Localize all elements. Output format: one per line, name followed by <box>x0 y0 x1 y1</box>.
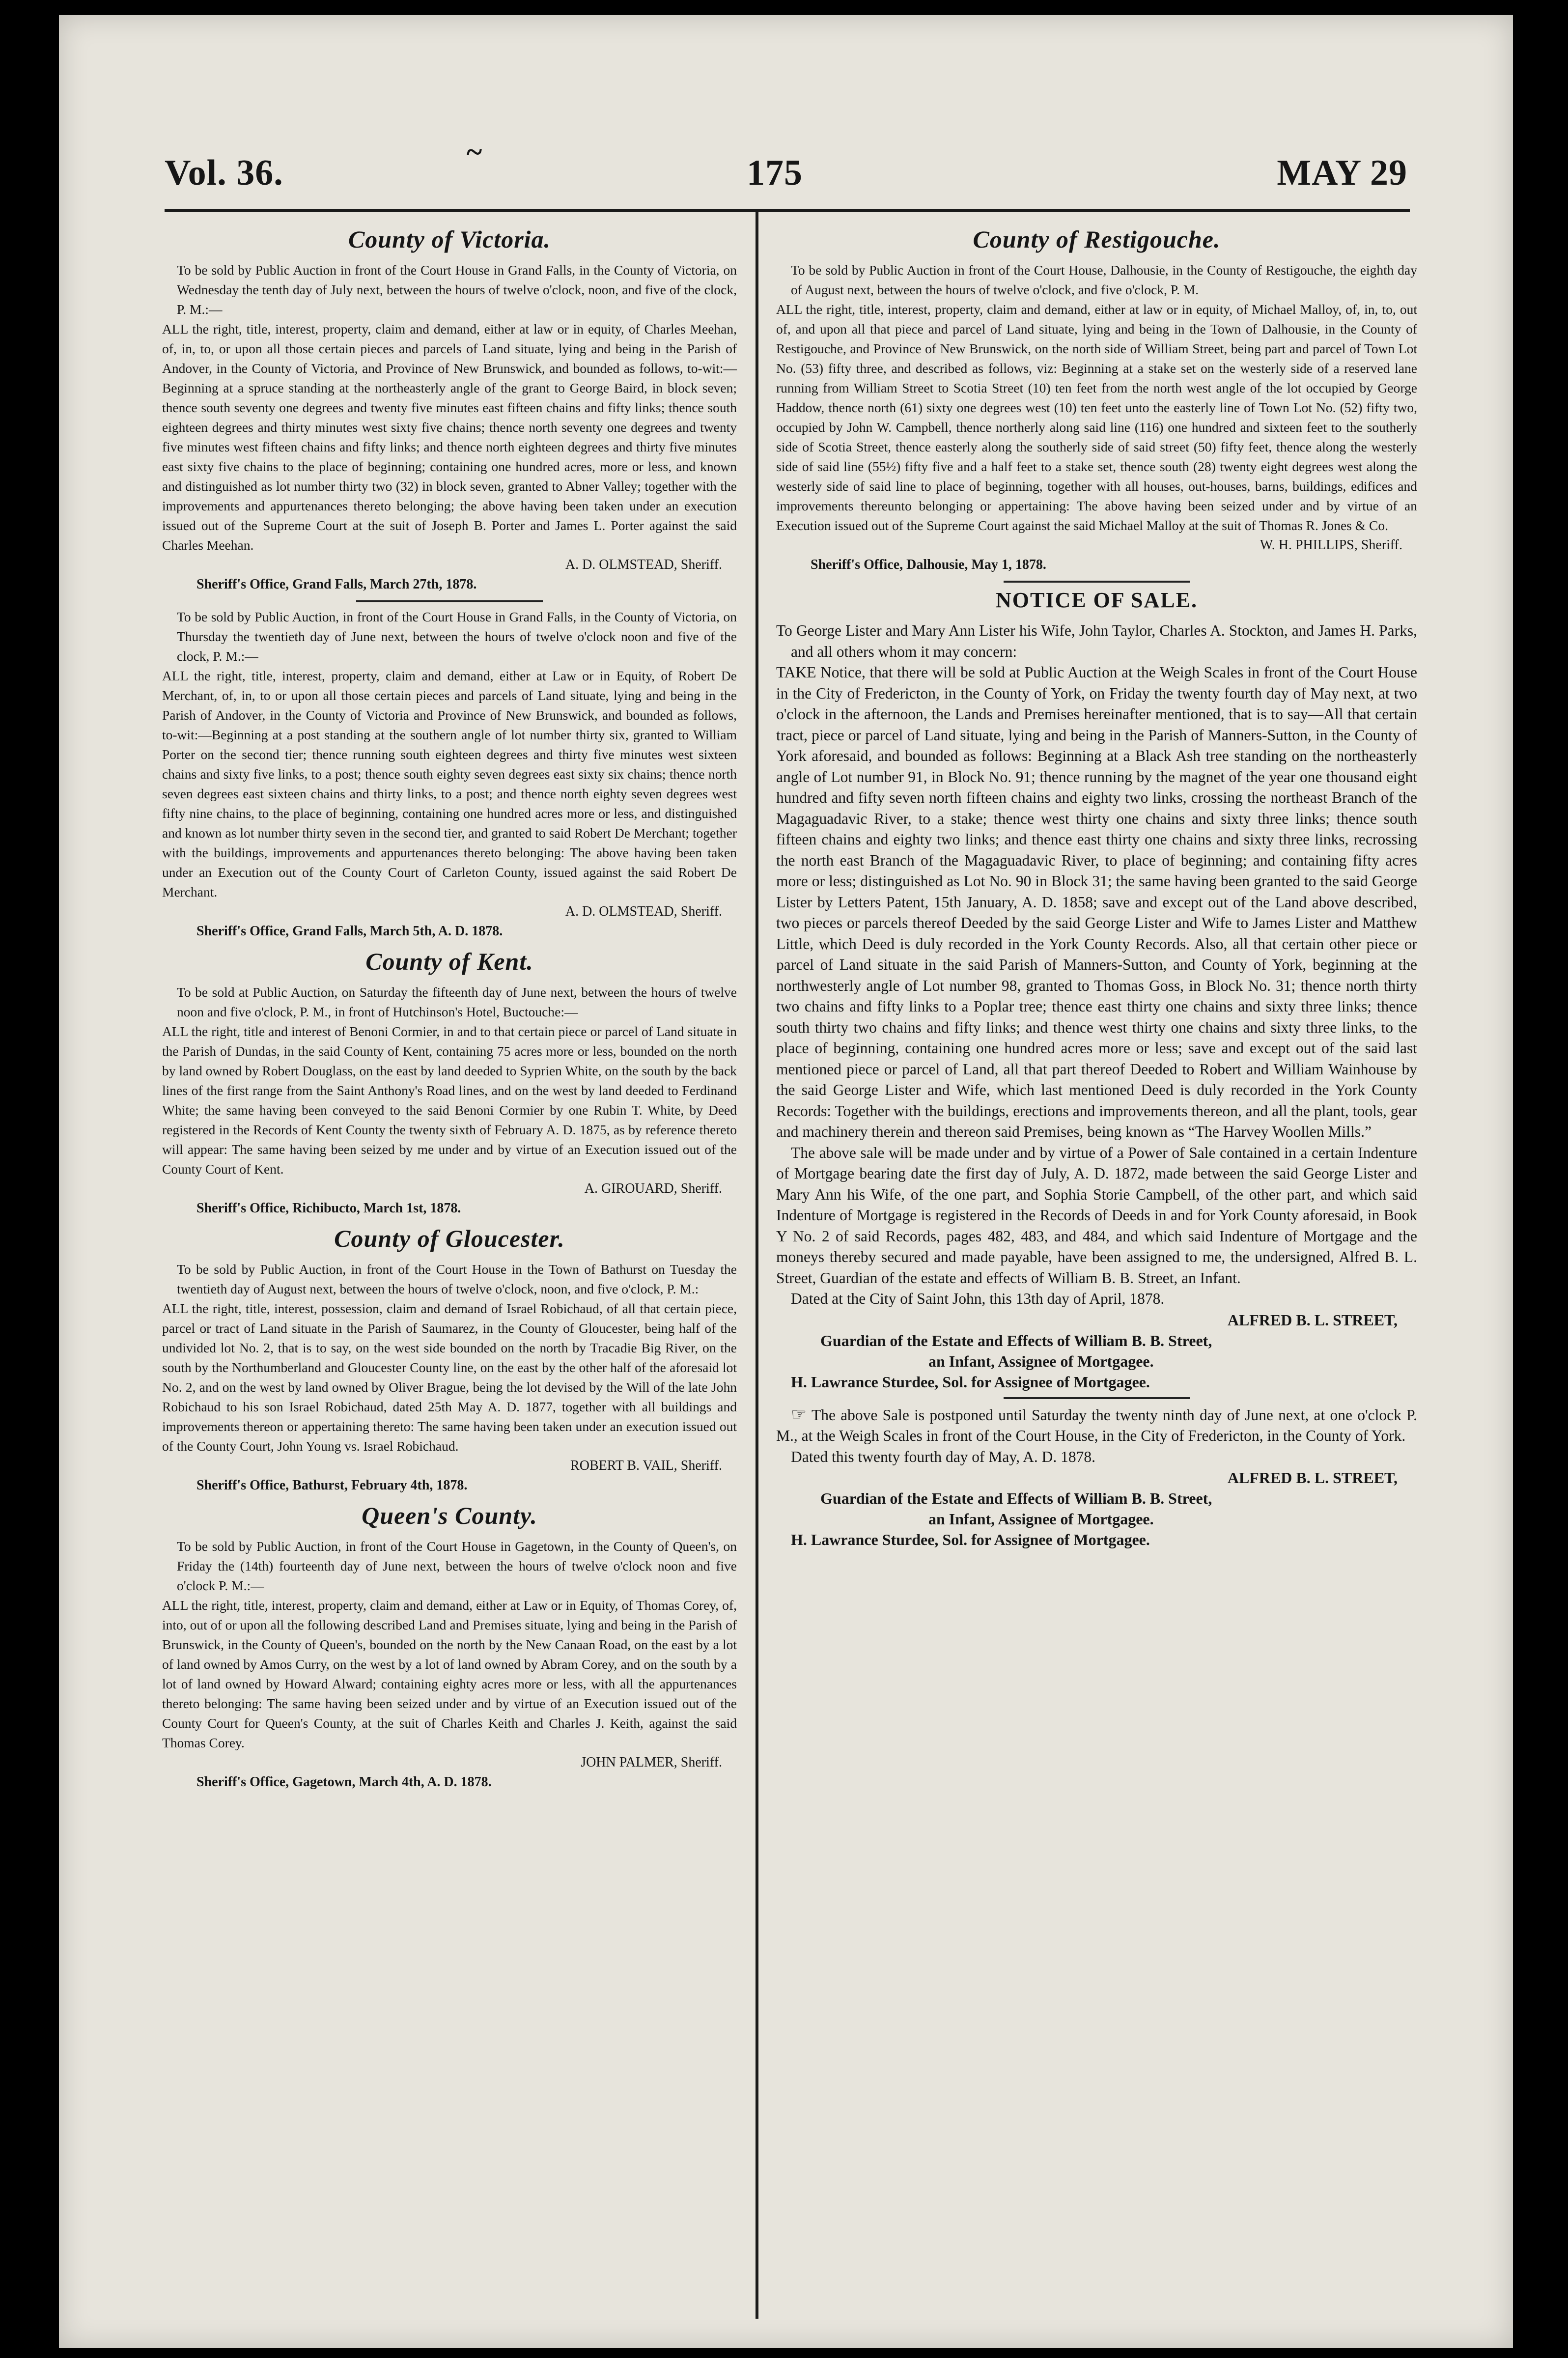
notice-lead: To be sold at Public Auction, on Saturday the fifteenth day of June next, between the hours of twelve noon and five o'clock, P. M., in front of Hutchinson's Hotel, Buctouche:— <box>177 984 737 1019</box>
left-column <box>162 221 737 1798</box>
kent-section <box>162 947 737 1218</box>
notice-dated: Dated this twenty fourth day of May, A. D. 1878. <box>791 1448 1095 1465</box>
signatory-name: ALFRED B. L. STREET, <box>1227 1469 1398 1487</box>
postponement-text: The above Sale is postponed until Saturday the twenty ninth day of June next, at one o'clock P. M., at the Weigh Scales in front of the Court House, in the City of Fredericton, in the County of York. <box>776 1406 1417 1444</box>
sheriff-office-line: Sheriff's Office, Richibucto, March 1st, 1878. <box>196 1201 461 1216</box>
notice-body: ALL the right, title, interest, property, claim and demand, either at law or in equity, of Charles Meehan, of, in, to, or upon all those certain pieces and parcels of Land situate, lying and being in the Parish of Andover, in the County of Victoria, and Province of New Brunswick, and bounded as follows, to-wit:—Beginning at a spruce standing at the northeasterly angle of the grant to George Baird, in block seven; thence south seventy one degrees and twenty five minutes east fifteen chains and fifty links; thence south eighteen degrees and thirty minutes west sixty five chains; thence north seventy one degrees and twenty five minutes west fifteen chains and fifty links; and thence north eighteen degrees and thirty five minutes east sixty five chains to the place of beginning; containing one hundred acres, more or less, and known and distinguished as lot number thirty two (32) in block seven, granted to Abner Valley; together with the improvements and appurtenances thereto belonging; the above having been taken under an execution issued out of the Supreme Court at the suit of Joseph B. Porter and James L. Porter against the said Charles Meehan. <box>162 321 737 553</box>
section-title-kent: County of Kent. <box>365 948 533 975</box>
victoria-section <box>162 225 737 941</box>
section-title-victoria: County of Victoria. <box>348 225 551 253</box>
notice-body: ALL the right, title, interest, possession, claim and demand of Israel Robichaud, of all that certain piece, parcel or tract of Land situate in the Parish of Saumarez, in the County of Gloucester, being half of the undivided lot No. 2, that is to say, on the west side bounded on the north by Tracadie Big River, on the south by the Northumberland and Gloucester County line, on the east by the other half of the aforesaid lot No. 2, and on the west by land owned by Oliver Brague, being the lot devised by the Will of the late John Robichaud to his son Israel Robichaud, dated 25th May A. D. 1877, together with all buildings and improvements thereon or appertaining thereto: The same having been taken under an execution issued out of the County Court, John Young vs. Israel Robichaud. <box>162 1301 737 1454</box>
notice-lead: To be sold by Public Auction, in front of the Court House in the Town of Bathurst on Tuesday the twentieth day of August next, between the hours of twelve o'clock, noon, and five o'clock, P. M.: <box>177 1262 737 1296</box>
right-column <box>776 221 1417 1550</box>
signatory-title: Guardian of the Estate and Effects of William B. B. Street, <box>820 1331 1212 1349</box>
sheriff-signature: A. GIROUARD, Sheriff. <box>584 1181 722 1196</box>
notice-body: ALL the right, title and interest of Benoni Cormier, in and to that certain piece or parcel of Land situate in the Parish of Dundas, in the said County of Kent, containing 75 acres more or less, bounded on the north by land owned by Robert Douglass, on the east by land deeded to Syprien White, on the south by the back lines of the first range from the Saint Anthony's Road lines, and on the west by land deeded to Ferdinand White; the same having been conveyed to the said Benoni Cormier by one Rubin T. White, by Deed registered in the Records of Kent County the twenty sixth of February A. D. 1875, as by reference thereto will appear: The same having been seized by me under and by virtue of an Execution issued out of the County Court of Kent. <box>162 1024 737 1177</box>
notice-body: ALL the right, title, interest, property, claim and demand, either at Law or in Equity, of Thomas Corey, of, into, out of or upon all the following described Land and Premises situate, lying and being in the Parish of Brunswick, in the County of Queen's, bounded on the north by the New Canaan Road, on the east by a lot of land owned by Amos Curry, on the west by a lot of land owned by Abram Corey, and on the south by a lot of land owned by Howard Alward; containing eighty acres more or less, with all the appurtenances thereto belonging: The same having been seized under and by virtue of an Execution issued out of the County Court for Queen's County, at the suit of Charles Keith and Charles J. Keith, against the said Thomas Corey. <box>162 1598 737 1750</box>
notice-lead: To be sold by Public Auction, in front of the Court House in Grand Falls, in the County of Victoria, on Thursday the twentieth day of June next, between the hours of twelve o'clock noon and five of the clock, P. M.:— <box>177 609 737 664</box>
issue-date: MAY 29 <box>1277 153 1407 193</box>
notice-paragraph: The above sale will be made under and by virtue of a Power of Sale contained in a certain Indenture of Mortgage bearing date the first day of July, A. D. 1872, made between the said George Lister and Mary Ann his Wife, of the one part, and Sophia Storie Campbell, of the other part, and which said Indenture of Mortgage is registered in the Records of Deeds in and for York County aforesaid, in Book Y No. 2 of said Records, pages 482, 483, and 484, and which said Indenture of Mortgage and the moneys thereby secured and made payable, have been assigned to me, the undersigned, Alfred B. L. Street, Guardian of the estate and effects of William B. B. Street, an Infant. <box>776 1144 1417 1287</box>
notice-addressees: To George Lister and Mary Ann Lister his Wife, John Taylor, Charles A. Stockton, and James H. Parks, and all others whom it may concern: <box>776 622 1417 660</box>
signatory-role: an Infant, Assignee of Mortgagee. <box>928 1510 1154 1528</box>
header-rule <box>165 209 1410 212</box>
signatory-role: an Infant, Assignee of Mortgagee. <box>928 1352 1154 1370</box>
volume-number: Vol. 36. <box>165 153 283 193</box>
sheriff-office-line: Sheriff's Office, Gagetown, March 4th, A. D. 1878. <box>196 1774 492 1790</box>
notice-of-sale-title: NOTICE OF SALE. <box>995 588 1198 612</box>
notice-of-sale-section <box>776 588 1417 1550</box>
sheriff-office-line: Sheriff's Office, Grand Falls, March 27th, 1878. <box>196 577 477 592</box>
column-divider <box>756 211 758 2319</box>
solicitor-line: H. Lawrance Sturdee, Sol. for Assignee of Mortgagee. <box>791 1373 1150 1391</box>
sheriff-signature: JOHN PALMER, Sheriff. <box>581 1755 722 1770</box>
sheriff-signature: ROBERT B. VAIL, Sheriff. <box>570 1458 722 1473</box>
page-number: 175 <box>747 153 803 193</box>
divider <box>1004 1397 1190 1399</box>
gloucester-section <box>162 1224 737 1495</box>
notice-lead: To be sold by Public Auction in front of the Court House in Grand Falls, in the County of Victoria, on Wednesday the tenth day of July next, between the hours of twelve o'clock, noon, and five of the clock, P. M.:— <box>177 262 737 317</box>
pointing-hand-icon: ☞ <box>791 1404 807 1424</box>
signatory-name: ALFRED B. L. STREET, <box>1227 1311 1398 1329</box>
sheriff-signature: W. H. PHILLIPS, Sheriff. <box>1260 537 1402 553</box>
queens-section <box>162 1501 737 1792</box>
sheriff-office-line: Sheriff's Office, Dalhousie, May 1, 1878. <box>811 557 1046 572</box>
section-title-restigouche: County of Restigouche. <box>973 225 1221 253</box>
solicitor-line: H. Lawrance Sturdee, Sol. for Assignee of Mortgagee. <box>791 1531 1150 1548</box>
divider <box>356 600 543 602</box>
section-title-queens: Queen's County. <box>362 1502 537 1529</box>
stray-mark: ~ <box>467 136 482 168</box>
notice-lead: To be sold by Public Auction, in front of the Court House in Gagetown, in the County of Queen's, on Friday the (14th) fourteenth day of June next, between the hours of twelve o'clock noon and five o'clock P. M.:— <box>177 1539 737 1593</box>
signatory-title: Guardian of the Estate and Effects of William B. B. Street, <box>820 1489 1212 1507</box>
sheriff-signature: A. D. OLMSTEAD, Sheriff. <box>565 904 722 919</box>
divider <box>1004 581 1190 583</box>
sheriff-office-line: Sheriff's Office, Grand Falls, March 5th, A. D. 1878. <box>196 924 503 939</box>
section-title-gloucester: County of Gloucester. <box>334 1225 565 1252</box>
restigouche-section <box>776 225 1417 583</box>
notice-dated: Dated at the City of Saint John, this 13th day of April, 1878. <box>791 1290 1165 1307</box>
notice-lead: To be sold by Public Auction in front of the Court House, Dalhousie, in the County of Restigouche, the eighth day of August next, between the hours of twelve o'clock, and five o'clock, P. M. <box>791 262 1417 297</box>
gazette-page <box>59 15 1513 2348</box>
notice-paragraph: TAKE Notice, that there will be sold at Public Auction at the Weigh Scales in front of the Court House in the City of Fredericton, in the County of York, on Friday the twenty fourth day of May next, at two o'clock in the afternoon, the Lands and Premises hereinafter mentioned, that is to say—All that certain tract, piece or parcel of Land situate, lying and being in the Parish of Manners-Sutton, in the County of York aforesaid, and bounded as follows: Beginning at a Black Ash tree standing on the northeasterly angle of Lot number 91, in Block No. 91; thence running by the magnet of the year one thousand eight hundred and fifty seven north fifteen chains and eighty two links, crossing the northeast Branch of the Magaguadavic River, to a stake; thence west thirty one chains and sixty three links; thence south fifteen chains and eighty two links; and thence east thirty one chains and sixty three links, recrossing the north east Branch of the Magaguadavic River, to place of beginning; and containing fifty acres more or less; distinguished as Lot No. 90 in Block 31; the same having been granted to the said George Lister by Letters Patent, 15th January, A. D. 1858; save and except out of the Land above described, two pieces or parcels thereof Deeded by the said George Lister and Wife to James Lister and Matthew Little, which Deed is duly recorded in the York County Records. Also, all that certain other piece or parcel of Land situate in the said Parish of Manners-Sutton, and County of York, beginning at the northwesterly angle of Lot number 98, granted to Thomas Goss, in Block No. 31; thence north thirty two chains and fifty links to a Poplar tree; thence east thirty one chains and sixty three links; thence south thirty two chains and fifty links; and thence west thirty one chains and sixty three links, to the place of beginning, containing one hundred acres more or less; save and except out of the said last mentioned piece or parcel of Land, all that part thereof Deeded to Robert and William Wainhouse by the said George Lister and Wife, which last mentioned Deed is duly recorded in the York County Records: Together with the buildings, erections and improvements thereon, and all the plant, tools, gear and machinery therein and thereon said Premises, being known as “The Harvey Woollen Mills.” <box>776 664 1417 1140</box>
sheriff-signature: A. D. OLMSTEAD, Sheriff. <box>565 557 722 572</box>
sheriff-office-line: Sheriff's Office, Bathurst, February 4th, 1878. <box>196 1478 468 1493</box>
notice-body: ALL the right, title, interest, property, claim and demand, either at Law or in Equity, of Robert De Merchant, of, in, to or upon all those certain pieces and parcels of Land situate, lying and being in the Parish of Andover, in the County of Victoria and Province of New Brunswick, and bounded as follows, to-wit:—Beginning at a post standing at the southern angle of lot number thirty six, granted to William Porter on the second tier; thence running south eighteen degrees and thirty five minutes west sixteen chains and sixty five links, to a post; thence south eighty seven degrees east sixty six chains; thence north seven degrees east sixteen chains and thirty links, to a post; and thence north eighty seven degrees west fifty nine chains, to the place of beginning, containing one hundred acres more or less, and distinguished and known as lot number thirty seven in the second tier, and granted to said Robert De Merchant; together with the buildings, improvements and appurtenances thereto belonging: The above having been taken under an Execution out of the County Court of Carleton County, issued against the said Robert De Merchant. <box>162 668 737 899</box>
notice-body: ALL the right, title, interest, property, claim and demand, either at law or in equity, of Michael Malloy, of, in, to, out of, and upon all that piece and parcel of Land situate, lying and being in the Town of Dalhousie, in the County of Restigouche, and Province of New Brunswick, on the north side of William Street, being part and parcel of Town Lot No. (53) fifty three, and described as follows, viz: Beginning at a stake set on the westerly side of a reserved lane running from William Street to Scotia Street (10) ten feet from the north west angle of the lot occupied by George Haddow, thence north (61) sixty one degrees west (10) ten feet unto the easterly line of Town Lot No. (52) fifty two, occupied by John W. Campbell, thence northerly along said line (116) one hundred and sixteen feet to the southerly side of Scotia Street, thence easterly along the southerly side of said street (50) fifty feet, thence along the westerly side of said line (55½) fifty five and a half feet to a stake set, thence south (28) twenty eight degrees west along the westerly side of said line to place of beginning, together with all houses, out-houses, barns, buildings, edifices and improvements thereunto belonging or appertaining: The above having been seized under and by virtue of an Execution issued out of the Supreme Court against the said Michael Malloy at the suit of Thomas R. Jones & Co. <box>776 302 1417 533</box>
